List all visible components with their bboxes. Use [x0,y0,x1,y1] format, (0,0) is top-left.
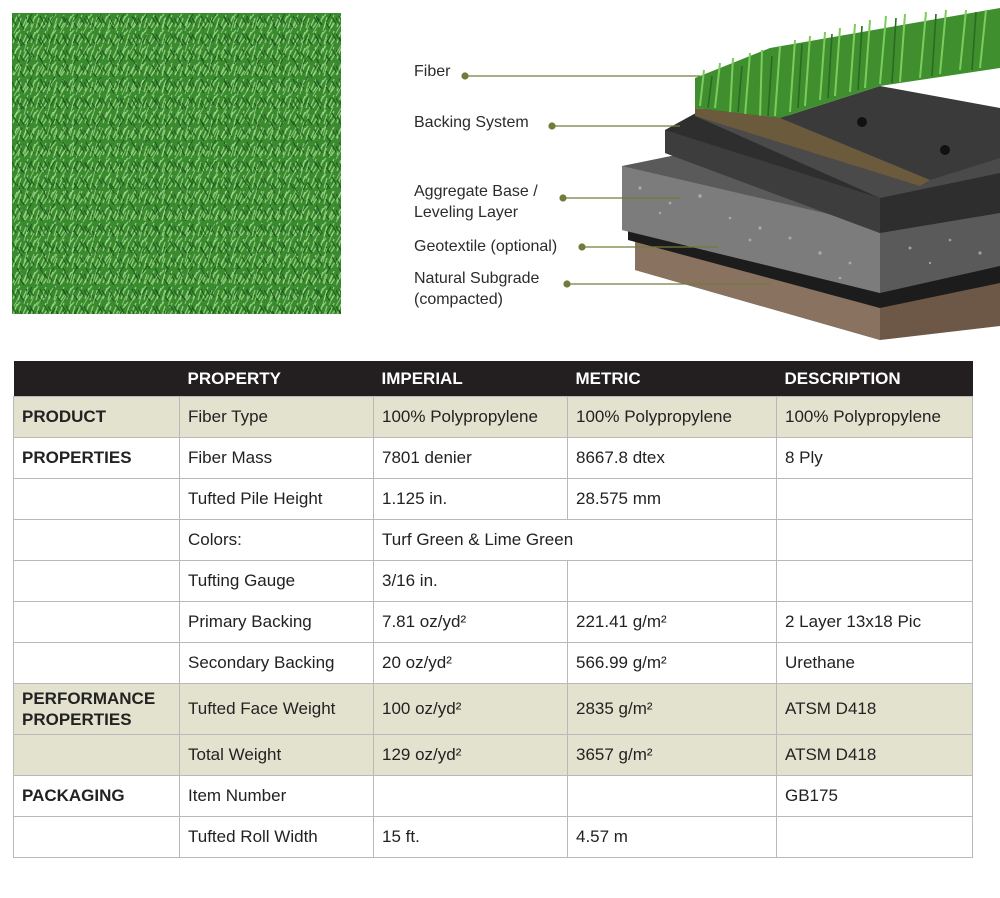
table-row [14,735,973,776]
table-row [14,561,973,602]
imperial-cell: 129 oz/yd² [374,735,568,776]
turf-swatch-image [12,13,341,314]
description-cell: 8 Ply [777,438,973,479]
spec-table [13,361,973,858]
group-cell [14,561,180,602]
imperial-cell: 7801 denier [374,438,568,479]
header-imperial: IMPERIAL [374,361,568,397]
metric-cell: 100% Polypropylene [568,397,777,438]
group-cell [14,643,180,684]
imperial-cell: 100 oz/yd² [374,684,568,735]
imperial-cell [374,776,568,817]
imperial-cell: 3/16 in. [374,561,568,602]
description-cell: Urethane [777,643,973,684]
table-row [14,817,973,858]
label-geotextile: Geotextile (optional) [414,238,558,255]
table-row [14,479,973,520]
metric-cell: 566.99 g/m² [568,643,777,684]
property-cell: Fiber Type [180,397,374,438]
description-cell [777,561,973,602]
merged-value-cell: Turf Green & Lime Green [374,520,777,561]
header-group [14,361,180,397]
label-aggregate-line-1: Aggregate Base / [414,183,538,200]
imperial-cell: 15 ft. [374,817,568,858]
property-cell: Tufted Face Weight [180,684,374,735]
description-cell [777,520,973,561]
table-row [14,520,973,561]
header-metric: METRIC [568,361,777,397]
table-row [14,684,973,735]
description-cell: GB175 [777,776,973,817]
table-row [14,776,973,817]
group-cell: PRODUCT [14,397,180,438]
property-cell: Secondary Backing [180,643,374,684]
description-cell: ATSM D418 [777,735,973,776]
property-cell: Primary Backing [180,602,374,643]
description-cell [777,479,973,520]
header-property: PROPERTY [180,361,374,397]
label-natural-subgrade [414,268,539,310]
property-cell: Total Weight [180,735,374,776]
imperial-cell: 7.81 oz/yd² [374,602,568,643]
label-aggregate-base [414,181,538,223]
group-line-2: PROPERTIES [22,710,132,729]
table-row [14,397,973,438]
table-row [14,602,973,643]
group-cell [14,479,180,520]
group-cell [14,735,180,776]
label-subgrade-line-1: Natural Subgrade [414,270,540,287]
label-backing-system: Backing System [414,114,529,131]
description-cell: 100% Polypropylene [777,397,973,438]
metric-cell [568,561,777,602]
metric-cell: 3657 g/m² [568,735,777,776]
metric-cell: 2835 g/m² [568,684,777,735]
property-cell: Item Number [180,776,374,817]
group-cell [14,602,180,643]
spec-header-row [14,361,973,397]
metric-cell: 221.41 g/m² [568,602,777,643]
metric-cell: 4.57 m [568,817,777,858]
group-cell [14,684,180,735]
group-cell [14,520,180,561]
description-cell: 2 Layer 13x18 Pic [777,602,973,643]
property-cell: Tufting Gauge [180,561,374,602]
label-subgrade-line-2: (compacted) [414,291,503,308]
metric-cell: 8667.8 dtex [568,438,777,479]
group-cell [14,817,180,858]
description-cell: ATSM D418 [777,684,973,735]
description-cell [777,817,973,858]
property-cell: Tufted Pile Height [180,479,374,520]
group-cell: PROPERTIES [14,438,180,479]
imperial-cell: 1.125 in. [374,479,568,520]
metric-cell [568,776,777,817]
property-cell: Fiber Mass [180,438,374,479]
property-cell: Colors: [180,520,374,561]
imperial-cell: 20 oz/yd² [374,643,568,684]
group-line-1: PERFORMANCE [22,689,156,708]
table-row [14,438,973,479]
table-row [14,643,973,684]
header-description: DESCRIPTION [777,361,973,397]
property-cell: Tufted Roll Width [180,817,374,858]
metric-cell: 28.575 mm [568,479,777,520]
turf-layers-diagram [600,8,1000,348]
imperial-cell: 100% Polypropylene [374,397,568,438]
group-cell: PACKAGING [14,776,180,817]
label-aggregate-line-2: Leveling Layer [414,204,519,221]
label-fiber: Fiber [414,63,451,80]
